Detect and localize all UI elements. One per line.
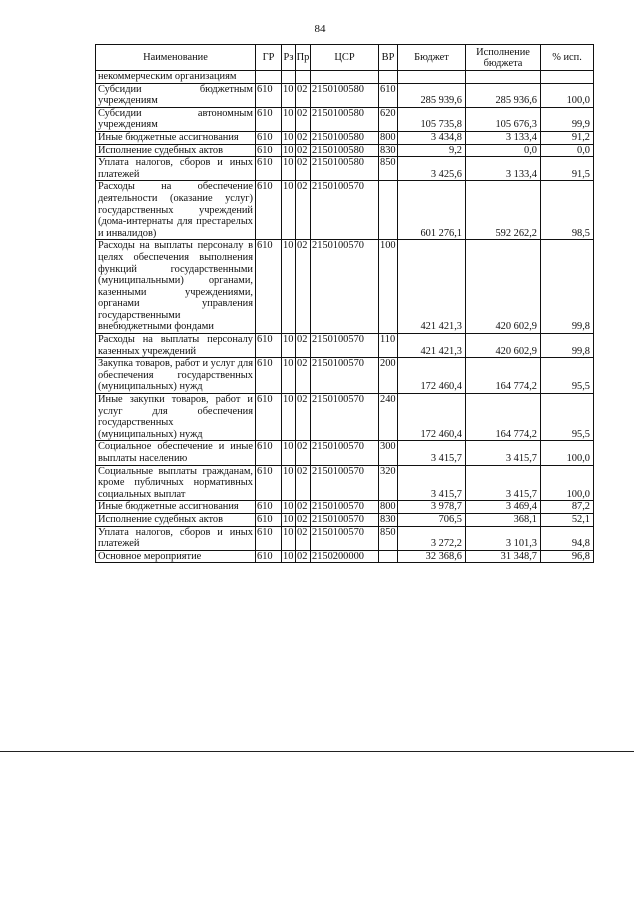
cell-pr: 02 xyxy=(296,441,311,465)
cell-gr: 610 xyxy=(256,157,282,181)
cell-pr: 02 xyxy=(296,83,311,107)
header-execution: Исполнение бюджета xyxy=(466,45,541,71)
cell-name: Субсидии автономным учреждениям xyxy=(96,107,256,131)
cell-gr: 610 xyxy=(256,83,282,107)
cell-csr: 2150100570 xyxy=(311,513,379,526)
cell-csr: 2150100570 xyxy=(311,441,379,465)
cell-rz: 10 xyxy=(282,144,296,157)
cell-gr: 610 xyxy=(256,131,282,144)
cell-execution: 420 602,9 xyxy=(466,240,541,334)
page-number: 84 xyxy=(314,23,326,35)
cell-rz: 10 xyxy=(282,240,296,334)
table-row xyxy=(96,83,594,107)
cell-pr: 02 xyxy=(296,513,311,526)
cell-execution: 164 774,2 xyxy=(466,358,541,394)
cell-csr: 2150100570 xyxy=(311,501,379,514)
cell-rz: 10 xyxy=(282,513,296,526)
cell-rz: 10 xyxy=(282,181,296,240)
cell-vr: 830 xyxy=(380,144,396,156)
table-body xyxy=(96,71,594,563)
cell-execution: 420 602,9 xyxy=(466,334,541,358)
cell-pr: 02 xyxy=(296,107,311,131)
cell-csr: 2150100580 xyxy=(311,107,379,131)
cell-gr: 610 xyxy=(256,465,282,501)
cell-gr: 610 xyxy=(256,358,282,394)
cell-execution: 3 469,4 xyxy=(466,501,541,514)
cell-budget: 105 735,8 xyxy=(398,107,466,131)
cell-name: Уплата налогов, сборов и иных платежей xyxy=(96,157,256,181)
cell-csr: 2150100570 xyxy=(311,394,379,441)
cell-csr: 2150100580 xyxy=(311,157,379,181)
cell-rz: 10 xyxy=(282,83,296,107)
cell-vr: 830 xyxy=(380,513,396,525)
cell-budget: 3 272,2 xyxy=(398,526,466,550)
table-row xyxy=(96,358,594,394)
cell-vr: 800 xyxy=(380,131,396,143)
cell-rz: 10 xyxy=(282,526,296,550)
cell-pr: 02 xyxy=(296,334,311,358)
cell-gr: 610 xyxy=(256,107,282,131)
cell-rz: 10 xyxy=(282,358,296,394)
page-bottom-rule xyxy=(0,751,634,752)
cell-percent: 87,2 xyxy=(541,501,594,514)
cell-execution: 3 415,7 xyxy=(466,465,541,501)
cell-budget: 3 425,6 xyxy=(398,157,466,181)
cell-budget: 421 421,3 xyxy=(398,334,466,358)
table-row xyxy=(96,441,594,465)
cell-rz: 10 xyxy=(282,550,296,563)
cell-pr: 02 xyxy=(296,157,311,181)
cell-rz: 10 xyxy=(282,107,296,131)
cell-vr xyxy=(379,550,398,563)
cell-pr: 02 xyxy=(296,526,311,550)
cell-budget: 3 978,7 xyxy=(398,501,466,514)
cell-execution: 31 348,7 xyxy=(466,550,541,563)
cell-percent: 0,0 xyxy=(541,144,594,157)
cell-budget: 3 415,7 xyxy=(398,441,466,465)
cell-gr: 610 xyxy=(256,181,282,240)
cell-name: Основное мероприятие xyxy=(96,550,256,563)
cell-name: Расходы на обеспечение деятельности (оказание услуг) государственных учреждений (дома-интернаты для престарелых и инвалидов) xyxy=(96,181,256,240)
cell-rz: 10 xyxy=(282,157,296,181)
cell-pr: 02 xyxy=(296,394,311,441)
cell-pr: 02 xyxy=(296,240,311,334)
cell-gr: 610 xyxy=(256,144,282,157)
table-row xyxy=(96,334,594,358)
cell-execution: 285 936,6 xyxy=(466,83,541,107)
cell-percent: 95,5 xyxy=(541,394,594,441)
cell-vr: 320 xyxy=(379,465,398,501)
cell-vr: 200 xyxy=(379,358,398,394)
table-row xyxy=(96,513,594,526)
header-name: Наименование xyxy=(96,45,256,71)
cell-csr: 2150100570 xyxy=(311,334,379,358)
table-row xyxy=(96,181,594,240)
cell-budget: 3 415,7 xyxy=(398,465,466,501)
cell-gr xyxy=(256,71,282,84)
header-pr: Пр xyxy=(296,45,311,71)
cell-csr: 2150100570 xyxy=(311,358,379,394)
cell-percent: 99,9 xyxy=(541,107,594,131)
cell-pr: 02 xyxy=(296,181,311,240)
cell-gr: 610 xyxy=(256,394,282,441)
cell-vr: 610 xyxy=(379,83,398,107)
header-gr: ГР xyxy=(256,45,282,71)
header-percent: % исп. xyxy=(541,45,594,71)
cell-pr xyxy=(296,71,311,84)
cell-budget: 601 276,1 xyxy=(398,181,466,240)
cell-budget xyxy=(398,71,466,84)
cell-csr xyxy=(311,71,379,84)
cell-pr: 02 xyxy=(296,144,311,157)
cell-pr: 02 xyxy=(296,501,311,514)
cell-pr: 02 xyxy=(296,465,311,501)
cell-execution: 3 415,7 xyxy=(466,441,541,465)
cell-rz: 10 xyxy=(282,131,296,144)
budget-table xyxy=(95,44,594,563)
cell-vr: 850 xyxy=(379,526,398,550)
cell-execution: 3 133,4 xyxy=(466,131,541,144)
cell-pr: 02 xyxy=(296,131,311,144)
cell-gr: 610 xyxy=(256,334,282,358)
cell-percent: 100,0 xyxy=(541,465,594,501)
table-row xyxy=(96,501,594,514)
cell-budget: 3 434,8 xyxy=(398,131,466,144)
cell-vr xyxy=(379,181,398,240)
cell-csr: 2150100580 xyxy=(311,131,379,144)
cell-rz: 10 xyxy=(282,501,296,514)
table-row xyxy=(96,157,594,181)
table-row xyxy=(96,144,594,157)
cell-execution: 368,1 xyxy=(466,513,541,526)
cell-vr: 240 xyxy=(379,394,398,441)
cell-budget: 285 939,6 xyxy=(398,83,466,107)
cell-percent: 99,8 xyxy=(541,240,594,334)
header-budget: Бюджет xyxy=(398,45,466,71)
cell-gr: 610 xyxy=(256,240,282,334)
cell-execution: 105 676,3 xyxy=(466,107,541,131)
cell-name: Расходы на выплаты персоналу казенных учреждений xyxy=(96,334,256,358)
cell-name: Иные закупки товаров, работ и услуг для обеспечения государственных (муниципальных) нужд xyxy=(96,394,256,441)
cell-execution: 3 101,3 xyxy=(466,526,541,550)
header-csr: ЦСР xyxy=(311,45,379,71)
cell-gr: 610 xyxy=(256,441,282,465)
table-row xyxy=(96,526,594,550)
cell-name: Исполнение судебных актов xyxy=(96,144,256,157)
cell-vr xyxy=(379,71,398,84)
cell-name: Расходы на выплаты персоналу в целях обеспечения выполнения функций государственными (муниципальными) органами, казенными учреждениями, органами управления государственными внебюджетными фондами xyxy=(96,240,256,334)
header-vr: ВР xyxy=(379,45,398,71)
cell-rz: 10 xyxy=(282,334,296,358)
cell-percent: 91,2 xyxy=(541,131,594,144)
cell-name: Исполнение судебных актов xyxy=(96,513,256,526)
cell-percent xyxy=(541,71,594,84)
cell-percent: 94,8 xyxy=(541,526,594,550)
cell-vr: 800 xyxy=(380,501,396,513)
cell-gr: 610 xyxy=(256,513,282,526)
cell-pr: 02 xyxy=(296,550,311,563)
cell-execution xyxy=(466,71,541,84)
cell-vr: 850 xyxy=(379,157,398,181)
cell-name: Уплата налогов, сборов и иных платежей xyxy=(96,526,256,550)
cell-budget: 421 421,3 xyxy=(398,240,466,334)
cell-name: Социальное обеспечение и иные выплаты населению xyxy=(96,441,256,465)
cell-budget: 172 460,4 xyxy=(398,394,466,441)
cell-csr: 2150100570 xyxy=(311,465,379,501)
cell-budget: 9,2 xyxy=(398,144,466,157)
cell-name: некоммерческим организациям xyxy=(96,71,256,84)
cell-vr: 620 xyxy=(379,107,398,131)
cell-percent: 99,8 xyxy=(541,334,594,358)
cell-csr: 2150100580 xyxy=(311,83,379,107)
cell-vr: 300 xyxy=(379,441,398,465)
cell-budget: 172 460,4 xyxy=(398,358,466,394)
cell-name: Закупка товаров, работ и услуг для обеспечения государственных (муниципальных) нужд xyxy=(96,358,256,394)
cell-csr: 2150200000 xyxy=(311,550,379,563)
cell-gr: 610 xyxy=(256,550,282,563)
table-row xyxy=(96,550,594,563)
cell-csr: 2150100580 xyxy=(311,144,379,157)
cell-name: Субсидии бюджетным учреждениям xyxy=(96,83,256,107)
cell-rz: 10 xyxy=(282,394,296,441)
table-row xyxy=(96,107,594,131)
cell-rz: 10 xyxy=(282,465,296,501)
cell-budget: 706,5 xyxy=(398,513,466,526)
cell-gr: 610 xyxy=(256,526,282,550)
table-row xyxy=(96,71,594,84)
cell-percent: 96,8 xyxy=(541,550,594,563)
cell-rz: 10 xyxy=(282,441,296,465)
cell-percent: 52,1 xyxy=(541,513,594,526)
cell-csr: 2150100570 xyxy=(311,181,379,240)
cell-percent: 98,5 xyxy=(541,181,594,240)
cell-name: Иные бюджетные ассигнования xyxy=(96,501,256,514)
cell-rz xyxy=(282,71,296,84)
cell-vr: 110 xyxy=(379,334,398,358)
table-row xyxy=(96,465,594,501)
cell-percent: 100,0 xyxy=(541,83,594,107)
cell-percent: 95,5 xyxy=(541,358,594,394)
cell-name: Социальные выплаты гражданам, кроме публичных нормативных социальных выплат xyxy=(96,465,256,501)
cell-csr: 2150100570 xyxy=(311,526,379,550)
cell-csr: 2150100570 xyxy=(311,240,379,334)
cell-execution: 3 133,4 xyxy=(466,157,541,181)
cell-execution: 592 262,2 xyxy=(466,181,541,240)
table-header-row xyxy=(96,45,594,71)
header-rz: Рз xyxy=(282,45,296,71)
cell-pr: 02 xyxy=(296,358,311,394)
cell-percent: 91,5 xyxy=(541,157,594,181)
table-row xyxy=(96,240,594,334)
cell-vr: 100 xyxy=(379,240,398,334)
table-row xyxy=(96,394,594,441)
cell-gr: 610 xyxy=(256,501,282,514)
cell-percent: 100,0 xyxy=(541,441,594,465)
cell-execution: 164 774,2 xyxy=(466,394,541,441)
cell-name: Иные бюджетные ассигнования xyxy=(96,131,256,144)
cell-execution: 0,0 xyxy=(466,144,541,157)
table-row xyxy=(96,131,594,144)
cell-budget: 32 368,6 xyxy=(398,550,466,563)
